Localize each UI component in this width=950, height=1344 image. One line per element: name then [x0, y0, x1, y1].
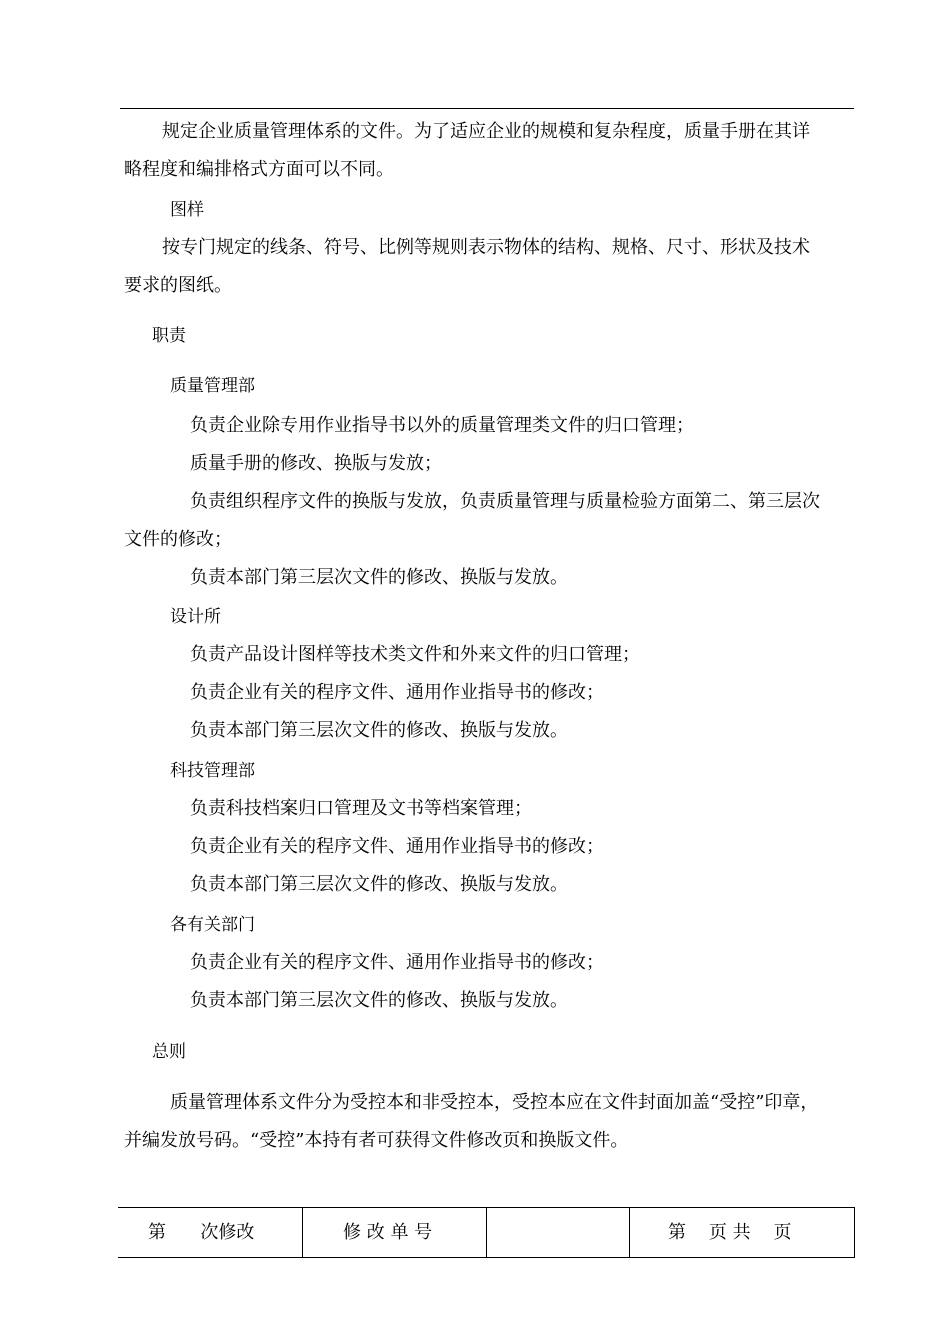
- design-item: 负责本部门第三层次文件的修改、换版与发放。: [190, 720, 568, 741]
- drawing-line-1: 按专门规定的线条、符号、比例等规则表示物体的结构、规格、尺寸、形状及技术: [162, 237, 810, 258]
- qm-item: 负责企业除专用作业指导书以外的质量管理类文件的归口管理；: [190, 415, 694, 436]
- tech-item: 负责企业有关的程序文件、通用作业指导书的修改；: [190, 836, 604, 857]
- tech-heading: 科技管理部: [170, 761, 255, 781]
- design-heading: 设计所: [170, 607, 221, 627]
- design-item: 负责企业有关的程序文件、通用作业指导书的修改；: [190, 682, 604, 703]
- tech-item: 负责科技档案归口管理及文书等档案管理；: [190, 798, 532, 819]
- qm-item: 文件的修改；: [124, 529, 232, 550]
- qm-item: 负责本部门第三层次文件的修改、换版与发放。: [190, 567, 568, 588]
- qm-item: 质量手册的修改、换版与发放；: [190, 453, 442, 474]
- page-label: 第 页 共 页: [668, 1222, 792, 1243]
- change-no-label: 修 改 单 号: [343, 1222, 433, 1243]
- depts-item: 负责企业有关的程序文件、通用作业指导书的修改；: [190, 952, 604, 973]
- revision-label: 第 次修改: [148, 1222, 255, 1243]
- drawing-line-2: 要求的图纸。: [124, 275, 232, 296]
- intro-line-1: 规定企业质量管理体系的文件。为了适应企业的规模和复杂程度，质量手册在其详: [162, 121, 810, 142]
- drawing-heading: 图样: [170, 200, 204, 220]
- intro-line-2: 略程度和编排格式方面可以不同。: [124, 159, 394, 180]
- tech-item: 负责本部门第三层次文件的修改、换版与发放。: [190, 874, 568, 895]
- depts-heading: 各有关部门: [170, 915, 255, 935]
- change-no-value-cell: [487, 1208, 630, 1257]
- change-no-cell: [303, 1208, 487, 1257]
- header-rule: [120, 108, 854, 109]
- qm-heading: 质量管理部: [170, 376, 255, 396]
- depts-item: 负责本部门第三层次文件的修改、换版与发放。: [190, 990, 568, 1011]
- revision-cell: [118, 1208, 303, 1257]
- revision-footer-table: [118, 1207, 855, 1258]
- qm-item: 负责组织程序文件的换版与发放，负责质量管理与质量检验方面第二、第三层次: [190, 491, 820, 512]
- general-line-2: 并编发放号码。“受控”本持有者可获得文件修改页和换版文件。: [124, 1130, 629, 1151]
- duties-heading: 职责: [152, 326, 186, 346]
- general-heading: 总则: [152, 1042, 186, 1062]
- page-cell: [630, 1208, 853, 1257]
- general-line-1: 质量管理体系文件分为受控本和非受控本，受控本应在文件封面加盖“受控”印章，: [170, 1092, 819, 1113]
- design-item: 负责产品设计图样等技术类文件和外来文件的归口管理；: [190, 644, 640, 665]
